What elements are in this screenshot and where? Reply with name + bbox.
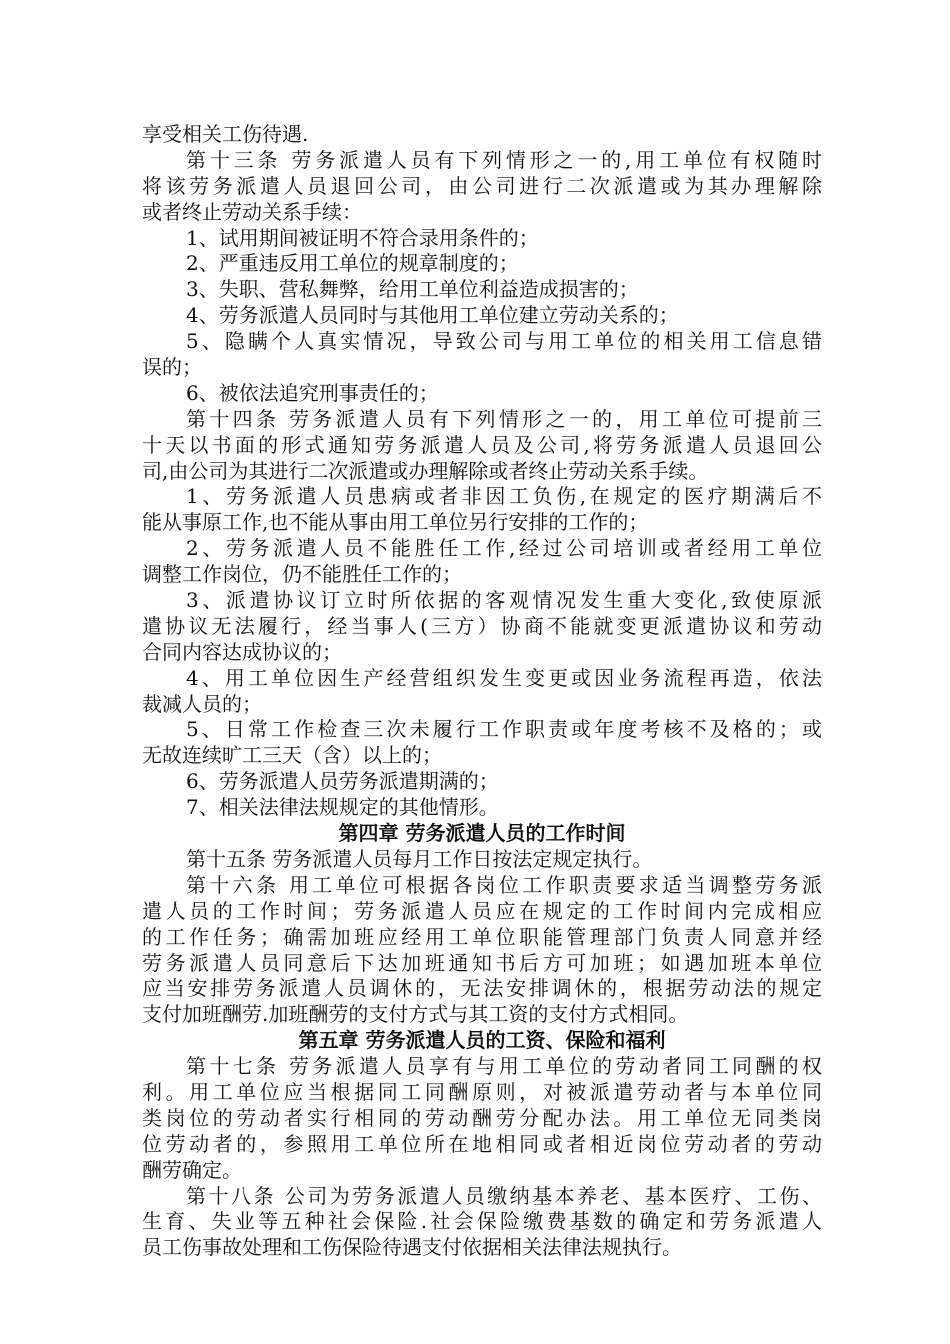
paragraph: [142, 277, 822, 303]
text-line: 调整工作岗位，仍不能胜任工作的；: [142, 562, 462, 587]
text-line: 或者终止劳动关系手续：: [142, 199, 362, 224]
paragraph: [142, 122, 822, 148]
text-line: 1、劳务派遣人员患病或者非因工负伤,在规定的医疗期满后不: [186, 484, 822, 509]
paragraph: [142, 536, 822, 588]
paragraph: [142, 381, 822, 407]
paragraph: [142, 717, 822, 769]
text-line: 享受相关工伤待遇.: [142, 122, 309, 146]
paragraph: [142, 148, 822, 226]
text-line: 裁减人员的；: [142, 691, 262, 716]
paragraph: [142, 303, 822, 329]
text-line: 能从事原工作,也不能从事由用工单位另行安排的工作的；: [142, 510, 649, 535]
text-line: 遣协议无法履行，经当事人(三方）协商不能就变更派遣协议和劳动: [142, 613, 822, 638]
text-line: 第十六条 用工单位可根据各岗位工作职责要求适当调整劳务派: [186, 872, 822, 897]
text-line: 误的；: [142, 355, 202, 380]
document-page: [142, 122, 822, 1261]
chapter-heading: 第四章 劳务派遣人员的工作时间: [338, 821, 626, 846]
paragraph: [142, 407, 822, 485]
text-line: 5、隐瞒个人真实情况，导致公司与用工单位的相关用工信息错: [186, 329, 822, 354]
text-line: 第十七条 劳务派遣人员享有与用工单位的劳动者同工同酬的权: [186, 1054, 822, 1079]
text-line: 遣人员的工作时间；劳务派遣人员应在规定的工作时间内完成相应: [142, 898, 822, 923]
text-line: 生育、失业等五种社会保险.社会保险缴费基数的确定和劳务派遣人: [142, 1209, 822, 1234]
paragraph: [142, 251, 822, 277]
paragraph: [142, 588, 822, 666]
text-line: 3、失职、营私舞弊，给用工单位利益造成损害的；: [186, 277, 639, 302]
text-line: 4、用工单位因生产经营组织发生变更或因业务流程再造，依法: [186, 665, 822, 690]
text-line: 第十五条 劳务派遣人员每月工作日按法定规定执行。: [186, 846, 653, 871]
text-line: 应当安排劳务派遣人员调休的，无法安排调休的，根据劳动法的规定: [142, 976, 822, 1001]
text-line: 合同内容达成协议的；: [142, 639, 342, 664]
text-line: 劳务派遣人员同意后下达加班通知书后方可加班；如遇加班本单位: [142, 950, 822, 975]
paragraph: [142, 226, 822, 252]
paragraph: [142, 484, 822, 536]
text-line: 支付加班酬劳.加班酬劳的支付方式与其工资的支付方式相同。: [142, 1002, 689, 1027]
text-line: 1、试用期间被证明不符合录用条件的；: [186, 225, 539, 250]
paragraph: [142, 847, 822, 873]
text-line: 第十八条 公司为劳务派遣人员缴纳基本养老、基本医疗、工伤、: [186, 1183, 822, 1208]
paragraph: [142, 873, 822, 1028]
text-line: 2、劳务派遣人员不能胜任工作,经过公司培训或者经用工单位: [186, 536, 822, 561]
text-line: 位劳动者的，参照用工单位所在地相同或者相近岗位劳动者的劳动: [142, 1131, 822, 1156]
chapter-heading: 第五章 劳务派遣人员的工资、保险和福利: [298, 1028, 666, 1053]
text-line: 第十三条 劳务派遣人员有下列情形之一的,用工单位有权随时: [186, 147, 822, 172]
text-line: 利。用工单位应当根据同工同酬原则，对被派遣劳动者与本单位同: [142, 1079, 822, 1104]
text-line: 5、日常工作检查三次未履行工作职责或年度考核不及格的；或: [186, 717, 822, 742]
text-line: 6、被依法追究刑事责任的；: [186, 380, 439, 405]
text-line: 员工伤事故处理和工伤保险待遇支付依据相关法律法规执行。: [142, 1235, 682, 1260]
paragraph: [142, 329, 822, 381]
text-line: 4、劳务派遣人员同时与其他用工单位建立劳动关系的；: [186, 303, 679, 328]
paragraph: [142, 769, 822, 795]
text-line: 类岗位的劳动者实行相同的劳动酬劳分配办法。用工单位无同类岗: [142, 1105, 822, 1130]
text-line: 3、派遣协议订立时所依据的客观情况发生重大变化,致使原派: [186, 588, 822, 613]
text-line: 酬劳确定。: [142, 1157, 242, 1182]
text-line: 将该劳务派遣人员退回公司，由公司进行二次派遣或为其办理解除: [142, 173, 822, 198]
paragraph: [142, 1054, 822, 1183]
text-line: 十天以书面的形式通知劳务派遣人员及公司,将劳务派遣人员退回公: [142, 432, 822, 457]
text-line: 的工作任务；确需加班应经用工单位职能管理部门负责人同意并经: [142, 924, 822, 949]
paragraph: [142, 1184, 822, 1262]
text-line: 第十四条 劳务派遣人员有下列情形之一的，用工单位可提前三: [186, 406, 822, 431]
paragraph: [142, 666, 822, 718]
text-line: 2、严重违反用工单位的规章制度的；: [186, 251, 519, 276]
paragraph: [142, 795, 822, 821]
text-line: 6、劳务派遣人员劳务派遣期满的；: [186, 769, 499, 794]
text-line: 无故连续旷工三天（含）以上的；: [142, 743, 442, 768]
text-line: 司,由公司为其进行二次派遣或办理解除或者终止劳动关系手续。: [142, 458, 709, 483]
text-line: 7、相关法律法规规定的其他情形。: [186, 795, 499, 820]
